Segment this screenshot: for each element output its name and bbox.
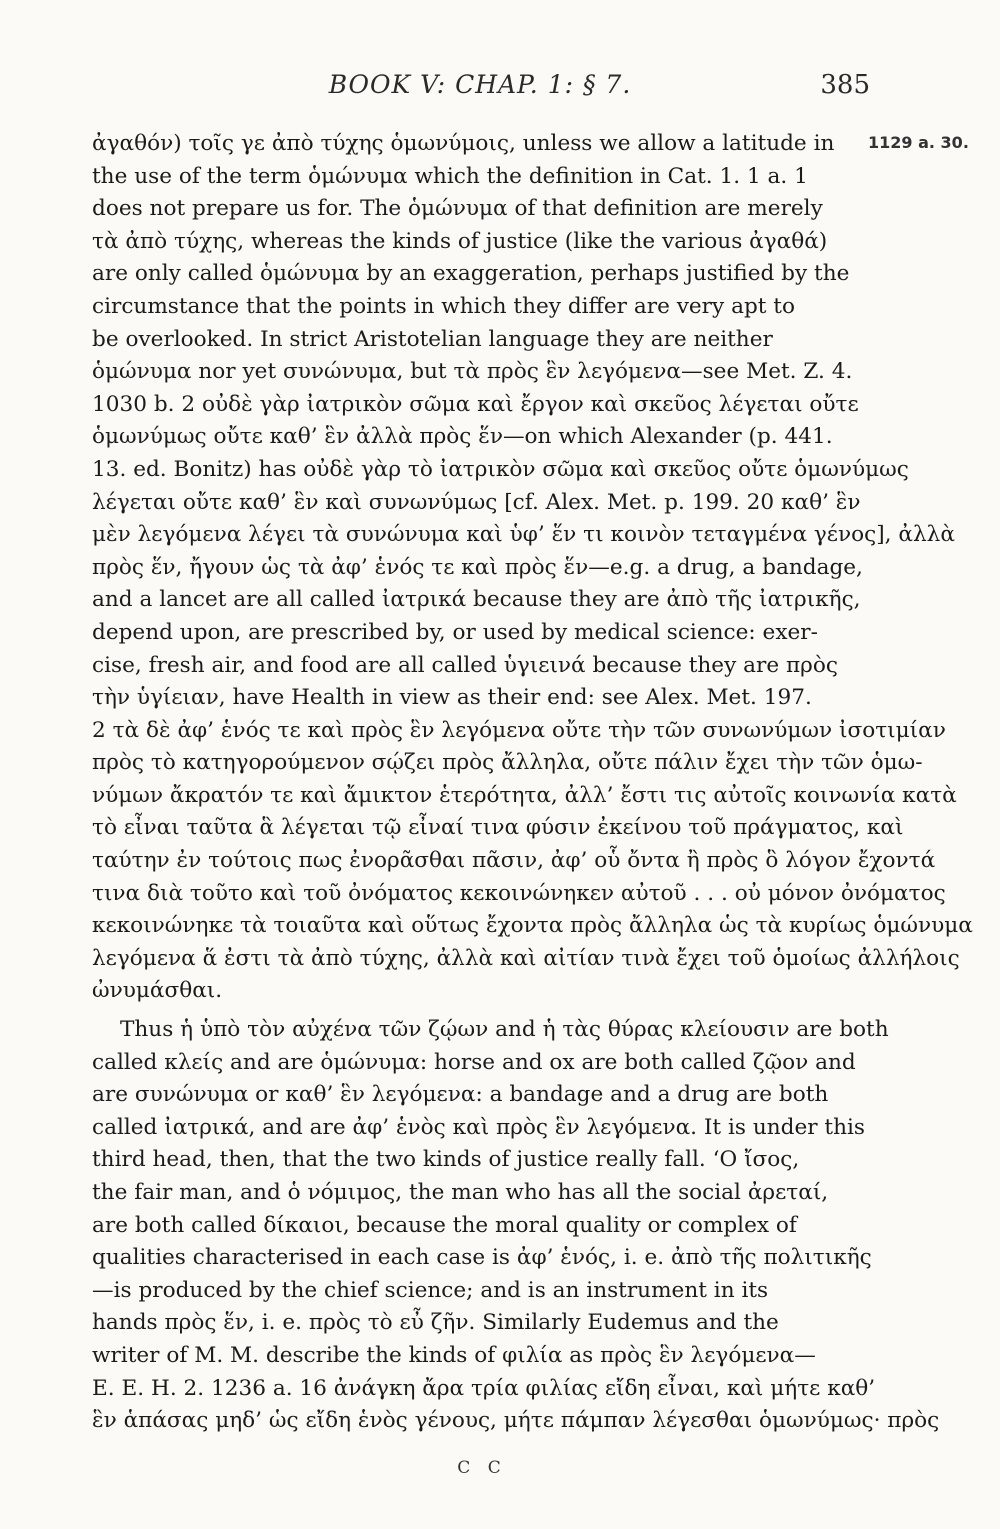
- text-line: τὰ ἀπὸ τύχης, whereas the kinds of justice (like the various ἀγαθά): [92, 228, 828, 254]
- text-line: are συνώνυμα or καθ’ ἓν λεγόμενα: a bandage and a drug are both: [92, 1082, 829, 1108]
- text-line: circumstance that the points in which they differ are very apt to: [92, 293, 795, 319]
- text-line: ὁμώνυμα nor yet συνώνυμα, but τὰ πρὸς ἓν λεγόμενα—see Met. Z. 4.: [92, 359, 853, 385]
- text-line: 2 τὰ δὲ ἀφ’ ἑνός τε καὶ πρὸς ἓν λεγόμενα οὔτε τὴν τῶν συνωνύμων ἰσοτιμίαν: [92, 717, 946, 743]
- text-line: τινα διὰ τοῦτο καὶ τοῦ ὀνόματος κεκοινώνηκεν αὐτοῦ . . . οὐ μόνον ὀνόματος: [92, 880, 946, 906]
- text-line: ἓν ἁπάσας μηδ’ ὡς εἴδη ἑνὸς γένους, μήτε πάμπαν λέγεσθαι ὁμωνύμως· πρὸς: [92, 1408, 940, 1434]
- text-line: ὁμωνύμως οὔτε καθ’ ἓν ἀλλὰ πρὸς ἕν—on which Alexander (p. 441.: [92, 424, 833, 450]
- text-line: cise, fresh air, and food are all called ὑγιεινά because they are πρὸς: [92, 652, 838, 678]
- text-line: E. E. H. 2. 1236 a. 16 ἀνάγκη ἄρα τρία φιλίας εἴδη εἶναι, καὶ μήτε καθ’: [92, 1375, 876, 1401]
- text-line: depend upon, are prescribed by, or used by medical science: exer-: [92, 619, 818, 645]
- text-line: be overlooked. In strict Aristotelian language they are neither: [92, 326, 773, 352]
- text-line: qualities characterised in each case is ἀφ’ ἑνός, i. e. ἀπὸ τῆς πολιτικῆς: [92, 1245, 872, 1271]
- text-line: the fair man, and ὁ νόμιμος, the man who has all the social ἀρεταί,: [92, 1180, 829, 1205]
- text-line: πρὸς τὸ κατηγορούμενον σῴζει πρὸς ἄλληλα, οὔτε πάλιν ἔχει τὴν τῶν ὁμω-: [92, 750, 923, 776]
- signature-mark: C C: [457, 1458, 507, 1478]
- text-line: πρὸς ἕν, ἤγουν ὡς τὰ ἀφ’ ἑνός τε καὶ πρὸς ἕν—e.g. a drug, a bandage,: [92, 554, 863, 580]
- text-line: third head, then, that the two kinds of justice really fall. ‘Ο ἴσος,: [92, 1147, 800, 1173]
- text-line: hands πρὸς ἕν, i. e. πρὸς τὸ εὖ ζῆν. Similarly Eudemus and the: [92, 1310, 779, 1336]
- text-line: ὠνυμάσθαι.: [92, 978, 223, 1004]
- text-line: 1030 b. 2 οὐδὲ γὰρ ἰατρικὸν σῶμα καὶ ἔργον καὶ σκεῦος λέγεται οὔτε: [92, 391, 859, 417]
- text-line: τὴν ὑγίειαν, have Health in view as their end: see Alex. Met. 197.: [92, 685, 812, 711]
- text-line: κεκοινώνηκε τὰ τοιαῦτα καὶ οὕτως ἔχοντα πρὸς ἄλληλα ὡς τὰ κυρίως ὁμώνυμα: [92, 913, 973, 939]
- text-line: —is produced by the chief science; and is an instrument in its: [92, 1277, 769, 1303]
- text-line: Thus ἡ ὑπὸ τὸν αὐχένα τῶν ζῴων and ἡ τὰς θύρας κλείουσιν are both: [120, 1017, 889, 1043]
- text-line: ταύτην ἐν τούτοις πως ἐνορᾶσθαι πᾶσιν, ἀφ’ οὗ ὄντα ἢ πρὸς ὃ λόγον ἔχοντά: [92, 848, 936, 874]
- text-line: does not prepare us for. The ὁμώνυμα of that definition are merely: [92, 196, 823, 222]
- text-line: νύμων ἄκρατόν τε καὶ ἄμικτον ἑτερότητα, ἀλλ’ ἔστι τις αὐτοῖς κοινωνία κατὰ: [92, 782, 957, 808]
- marginal-line-reference: 1129 a. 30.: [868, 133, 969, 152]
- text-line: the use of the term ὁμώνυμα which the definition in Cat. 1. 1 a. 1: [92, 163, 808, 189]
- text-line: τὸ εἶναι ταῦτα ἃ λέγεται τῷ εἶναί τινα φύσιν ἐκείνου τοῦ πράγματος, καὶ: [92, 815, 904, 841]
- text-line: λεγόμενα ἅ ἐστι τὰ ἀπὸ τύχης, ἀλλὰ καὶ αἰτίαν τινὰ ἔχει τοῦ ὁμοίως ἀλλήλοις: [92, 945, 960, 971]
- text-line: called κλείς and are ὁμώνυμα: horse and ox are both called ζῷον and: [92, 1049, 856, 1075]
- page-header: [90, 70, 870, 114]
- text-line: are both called δίκαιοι, because the moral quality or complex of: [92, 1212, 797, 1238]
- page-number: 385: [820, 70, 870, 100]
- text-line: are only called ὁμώνυμα by an exaggeration, perhaps justified by the: [92, 261, 850, 287]
- running-head: BOOK V: CHAP. 1: § 7.: [328, 70, 632, 99]
- text-line: called ἰατρικά, and are ἀφ’ ἑνὸς καὶ πρὸς ἓν λεγόμενα. It is under this: [92, 1114, 865, 1140]
- text-line: 13. ed. Bonitz) has οὐδὲ γὰρ τὸ ἰατρικὸν σῶμα καὶ σκεῦος οὔτε ὁμωνύμως: [92, 456, 909, 482]
- text-line: λέγεται οὔτε καθ’ ἓν καὶ συνωνύμως [cf. Alex. Met. p. 199. 20 καθ’ ἓν: [92, 489, 861, 515]
- text-line: writer of M. M. describe the kinds of φιλία as πρὸς ἓν λεγόμενα—: [92, 1342, 816, 1368]
- text-line: μὲν λεγόμενα λέγει τὰ συνώνυμα καὶ ὑφ’ ἕν τι κοινὸν τεταγμένα γένος], ἀλλὰ: [92, 522, 955, 548]
- text-line: and a lancet are all called ἰατρικά because they are ἀπὸ τῆς ἰατρικῆς,: [92, 587, 861, 613]
- text-line: ἀγαθόν) τοῖς γε ἀπὸ τύχης ὁμωνύμοις, unless we allow a latitude in: [92, 131, 835, 156]
